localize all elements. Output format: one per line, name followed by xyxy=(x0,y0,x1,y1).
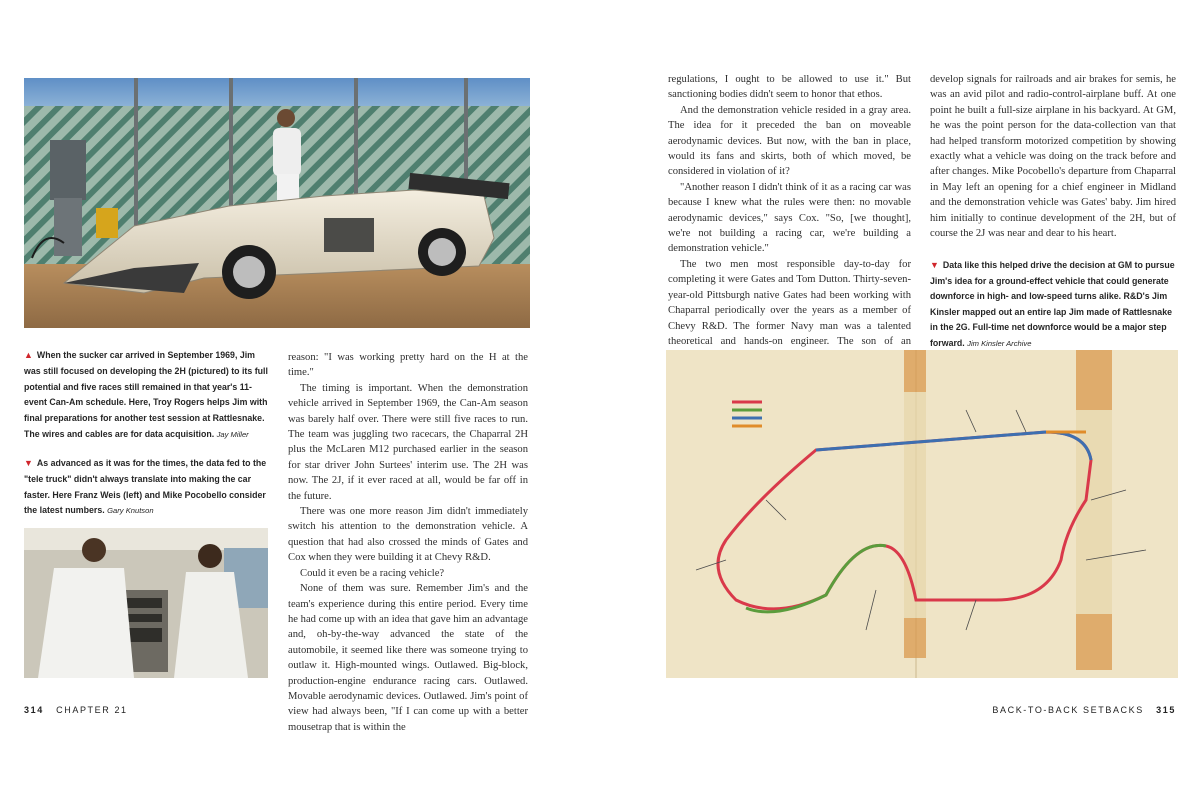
body-text-right-col1 xyxy=(668,72,911,365)
folio-right xyxy=(992,705,1176,715)
body-text-right-col2 xyxy=(930,72,1176,241)
folio-left xyxy=(24,705,128,715)
race-car-illustration xyxy=(24,78,530,328)
paragraph: None of them was sure. Remember Jim's and the team's experience during this entire period. Every time he had come up with an idea that gave him an advantage and, oh-by-the-way advanced the state of the automobile, it seemed like there was someone trying to outlaw it. High-mounted wings. Outlawed. Big-block, production-engine endurance racing cars. Outlawed. Movable aerodynamic devices. Outlawed. Jim's point of view had always been, "If I can come up with a better mousetrap that is within the xyxy=(288,583,528,733)
chapter-label: BACK-TO-BACK SETBACKS xyxy=(992,705,1144,715)
page-number: 314 xyxy=(24,705,44,715)
caption-marker-icon: ▲ xyxy=(24,350,33,360)
chapter-label: CHAPTER 21 xyxy=(56,705,128,715)
caption-car-photo xyxy=(24,348,272,453)
engineers-illustration xyxy=(24,528,268,678)
paragraph: reason: "I was working pretty hard on the H at the time." xyxy=(288,352,528,379)
paragraph: And the demonstration vehicle resided in a gray area. The idea for it preceded the ban on moveable aerodynamic devices. But now, with the ban in place, would its fans and skirts, both of which moved, be considered in violation of it? xyxy=(668,104,911,178)
paragraph: The two men most responsible day-to-day for completing it were Gates and Tom Dutton. Thirty-seven-year-old Pittsburgh native Gates had been working with Chaparral periodically over the years as a member of Chevy R&D. The former Navy man was a talented theoretical and hands-on engineer. The son of an xyxy=(668,258,911,347)
photo-credit: Jim Kinsler Archive xyxy=(967,338,1032,348)
caption-text: As advanced as it was for the times, the data fed to the "tele truck" didn't always translate into making the car faster. Here Franz Weis (left) and Mike Pocobello consider the latest numbers. xyxy=(24,458,267,516)
track-map-sketch xyxy=(666,350,1178,678)
paragraph: "Another reason I didn't think of it as a racing car was because I knew what the rules were then: no movable aerodynamic devices," says Cox. "So, [we thought], we're not building a racing car, we're building a demonstration vehicle." xyxy=(668,181,911,255)
paragraph: develop signals for railroads and air brakes for semis, he was an avid pilot and radio-control-airplane buff. At one point he built a full-size airplane in his backyard. At GM, he was the point person for the data-collection van that had helped transform motorized competition by showing exactly what a vehicle was doing on the track before and after changes. Mike Pocobello's departure from Chaparral in May left an opening for a chief engineer in Midland and the demonstration vehicle was Gates' baby. Jim hired him initially to continue development of the 2H, but of course the 2J was near and dear to his heart. xyxy=(930,74,1176,240)
caption-marker-icon: ▼ xyxy=(930,260,939,270)
paragraph: Could it even be a racing vehicle? xyxy=(300,567,445,579)
photo-credit: Gary Knutson xyxy=(107,506,154,516)
caption-text: Data like this helped drive the decision at GM to pursue Jim's idea for a ground-effect vehicle that could generate downforce in high- and low-speed turns alike. R&D's Jim Kinsler mapped out an entire lap Jim made of Rattlesnake in the 2G. Full-time net downforce would be a major step forward. xyxy=(930,260,1175,348)
caption-marker-icon: ▼ xyxy=(24,458,33,468)
caption-track-map xyxy=(930,258,1176,362)
caption-text: When the sucker car arrived in September 1969, Jim was still focused on developing the 2H (pictured) to its full potential and five races still remained in that year's 11-event Can-Am schedule. Here, Troy Rogers helps Jim with final preparations for another test session at Rattlesnake. The wires and cables are for data acquisition. xyxy=(24,350,268,439)
paragraph: There was one more reason Jim didn't immediately switch his attention to the demonstration vehicle. A question that had also crossed the minds of Gates and Cox when they were building it at Chevy R&D. xyxy=(288,506,528,564)
body-text-left xyxy=(288,350,528,735)
page-number: 315 xyxy=(1156,705,1176,715)
paragraph: regulations, I ought to be allowed to use it." But sanctioning bodies didn't seem to honor that ethos. xyxy=(668,74,911,101)
caption-truck-photo xyxy=(24,456,272,529)
track-map-illustration xyxy=(666,350,1178,678)
photo-data-truck xyxy=(24,528,268,678)
photo-credit: Jay Miller xyxy=(216,429,249,439)
paragraph: The timing is important. When the demonstration vehicle arrived in September 1969, the Can-Am season was barely half over. There were still five races to run. The team was juggling two racecars, the Chaparral 2H plus the McLaren M12 purchased earlier in the season for star driver John Surtees' interim use. The 2H was now. The 2J, if it ever raced at all, would be far off in the future. xyxy=(288,382,528,502)
photo-race-car xyxy=(24,78,530,328)
